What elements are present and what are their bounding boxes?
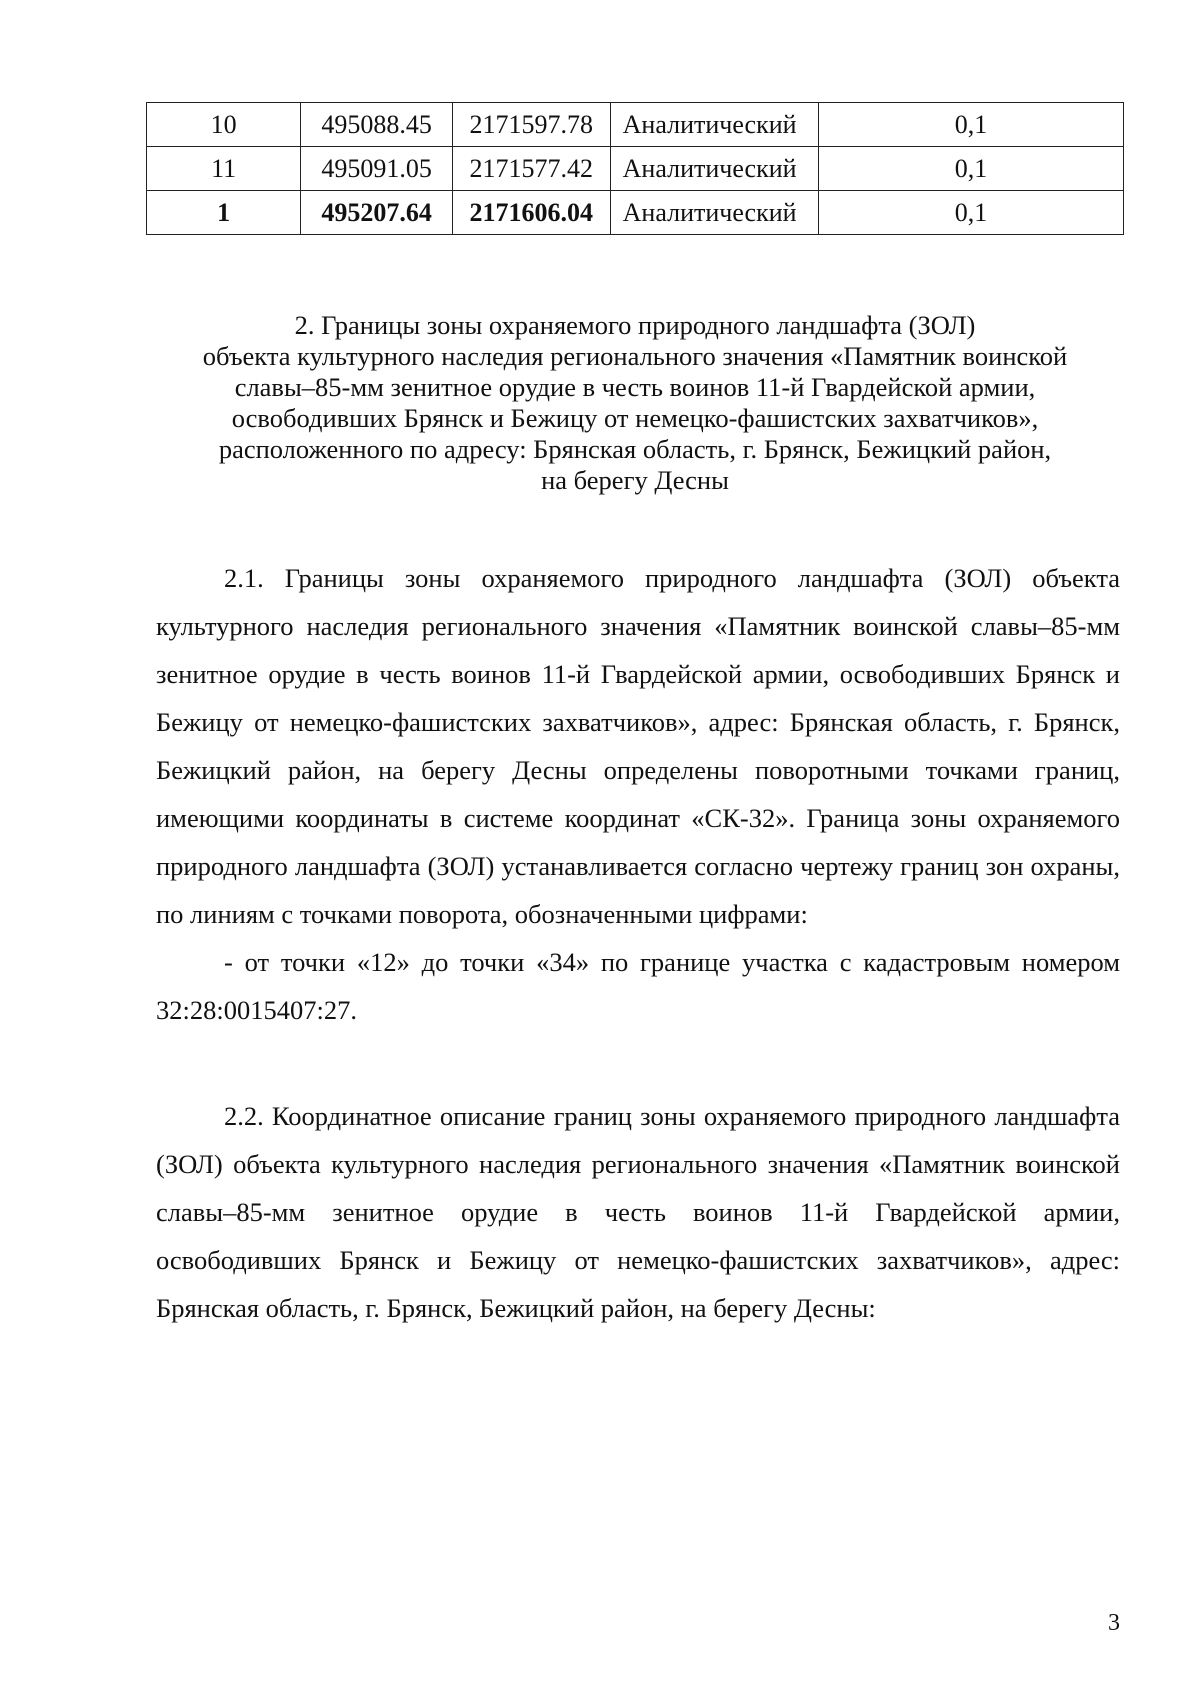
section-heading-line: освободивших Брянск и Бежицу от немецко-фашистских захватчиков», xyxy=(231,403,1039,433)
table-cell-num: 10 xyxy=(147,103,301,147)
paragraph-2-1-text: 2.1. Границы зоны охраняемого природного ландшафта (ЗОЛ) объекта культурного наследия регионального значения «Памятник воинской славы–85-мм зенитное орудие в честь воинов 11-й Гвардейской армии, освободивших Брянск и Бежицу от немецко-фашистских захватчиков», адрес: Брянская область, г. Брянск, Бежицкий район, на берегу Десны определены поворотными точками границ, имеющими координаты в системе координат «СК-32». Граница зоны охраняемого природного ландшафта (ЗОЛ) устанавливается согласно чертежу границ зон охраны, по линиям с точками поворота, обозначенными цифрами: xyxy=(156,563,1120,929)
table-cell-num: 11 xyxy=(147,147,301,191)
table-cell-precision: 0,1 xyxy=(818,103,1123,147)
coordinates-table xyxy=(146,102,1124,235)
table-cell-method: Аналитический xyxy=(610,191,818,235)
paragraph-2-1-list-item: - от точки «12» до точки «34» по границе участка с кадастровым номером 32:28:0015407:27. xyxy=(156,947,1120,1025)
table-cell-precision: 0,1 xyxy=(818,191,1123,235)
table-cell-x: 495091.05 xyxy=(301,147,453,191)
page-number: 3 xyxy=(1108,1610,1120,1636)
table-row xyxy=(147,191,1124,235)
coordinates-table-body xyxy=(147,103,1124,235)
table-row xyxy=(147,147,1124,191)
table-cell-x: 495088.45 xyxy=(301,103,453,147)
table-cell-method: Аналитический xyxy=(610,103,818,147)
section-heading-line: на берегу Десны xyxy=(541,465,729,495)
table-cell-y: 2171606.04 xyxy=(452,191,610,235)
section-heading-line: 2. Границы зоны охраняемого природного ландшафта (ЗОЛ) xyxy=(294,310,976,340)
table-row xyxy=(147,103,1124,147)
table-cell-precision: 0,1 xyxy=(818,147,1123,191)
section-heading xyxy=(150,310,1120,496)
paragraph-2-2-text: 2.2. Координатное описание границ зоны охраняемого природного ландшафта (ЗОЛ) объекта культурного наследия регионального значения «Памятник воинской славы–85-мм зенитное орудие в честь воинов 11-й Гвардейской армии, освободивших Брянск и Бежицу от немецко-фашистских захватчиков», адрес: Брянская область, г. Брянск, Бежицкий район, на берегу Десны: xyxy=(156,1101,1120,1323)
table-cell-method: Аналитический xyxy=(610,147,818,191)
paragraph-2-1 xyxy=(156,554,1120,1034)
table-cell-y: 2171577.42 xyxy=(452,147,610,191)
section-heading-line: расположенного по адресу: Брянская область, г. Брянск, Бежицкий район, xyxy=(218,434,1052,464)
table-cell-x: 495207.64 xyxy=(301,191,453,235)
section-heading-line: славы–85-мм зенитное орудие в честь воинов 11-й Гвардейской армии, xyxy=(234,372,1036,402)
paragraph-2-2 xyxy=(156,1092,1120,1332)
table-cell-y: 2171597.78 xyxy=(452,103,610,147)
table-cell-num: 1 xyxy=(147,191,301,235)
section-heading-line: объекта культурного наследия регионального значения «Памятник воинской xyxy=(202,341,1068,371)
